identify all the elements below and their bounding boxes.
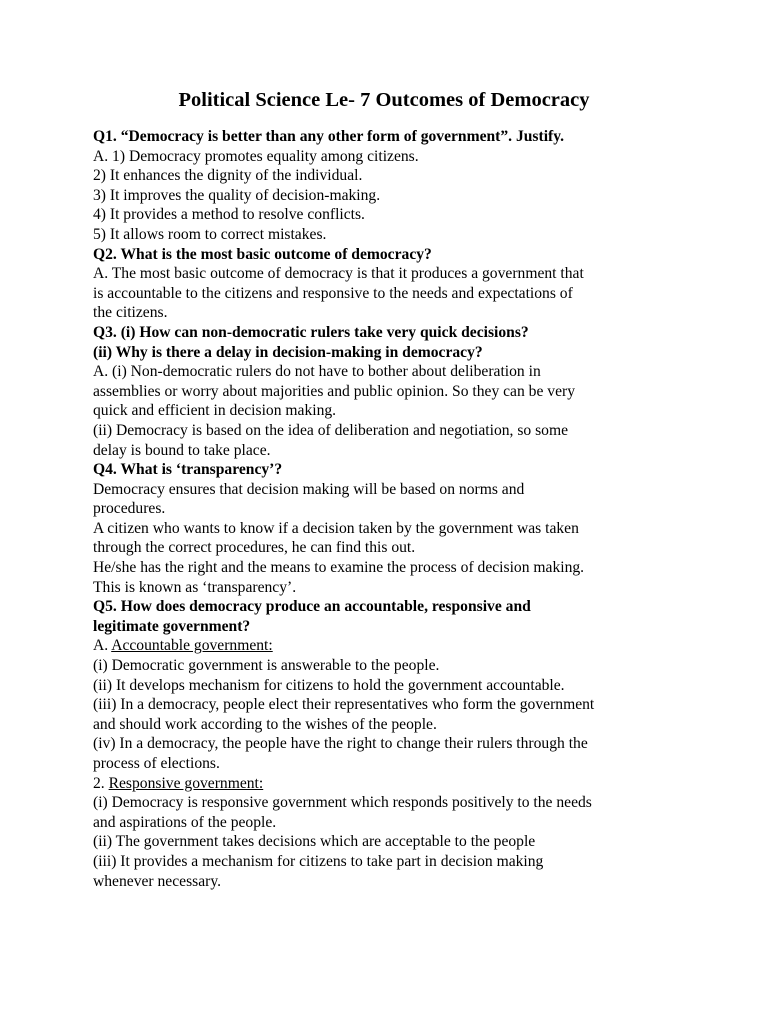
answer-1-line: A. 1) Democracy promotes equality among citizens. (93, 147, 419, 165)
responsive-line: (iii) It provides a mechanism for citizens to take part in decision making (93, 852, 544, 870)
question-5-line: Q5. How does democracy produce an accountable, responsive and (93, 598, 531, 616)
document-body (93, 127, 693, 891)
answer-3-line: (ii) Democracy is based on the idea of deliberation and negotiation, so some (93, 421, 569, 439)
section-responsive-heading-line (93, 774, 693, 794)
answer-1-line: 2) It enhances the dignity of the individual. (93, 167, 363, 185)
answer-3-line: delay is bound to take place. (93, 441, 271, 459)
accountable-line: (iv) In a democracy, the people have the right to change their rulers through the (93, 735, 588, 753)
answer-3-line: quick and efficient in decision making. (93, 402, 337, 420)
question-1: Q1. “Democracy is better than any other form of government”. Justify. (93, 128, 565, 145)
answer-2-line: A. The most basic outcome of democracy is that it produces a government that (93, 265, 584, 283)
question-3-part-ii: (ii) Why is there a delay in decision-making in democracy? (93, 343, 483, 361)
accountable-line: (iii) In a democracy, people elect their representatives who form the government (93, 696, 595, 714)
section-prefix: 2. (93, 774, 109, 792)
section-prefix: A. (93, 637, 112, 655)
answer-3-line: assemblies or worry about majorities and public opinion. So they can be very (93, 382, 575, 400)
responsive-line: whenever necessary. (93, 872, 222, 890)
responsive-line: (i) Democracy is responsive government which responds positively to the needs (93, 794, 592, 812)
responsive-line: (ii) The government takes decisions which are acceptable to the people (93, 833, 536, 851)
responsive-government-heading: Responsive government: (108, 774, 264, 792)
answer-3-line: A. (i) Non-democratic rulers do not have to bother about deliberation in (93, 363, 541, 381)
question-2: Q2. What is the most basic outcome of democracy? (93, 245, 432, 263)
answer-4-line: This is known as ‘transparency’. (93, 578, 297, 596)
answer-4-line: A citizen who wants to know if a decision taken by the government was taken (93, 519, 579, 537)
answer-4-line: through the correct procedures, he can find this out. (93, 539, 416, 557)
page-title: Political Science Le- 7 Outcomes of Democracy (178, 89, 590, 111)
accountable-line: process of elections. (93, 755, 220, 772)
section-accountable-heading-line (93, 636, 693, 656)
question-5-line: legitimate government? (93, 617, 251, 635)
responsive-line: and aspirations of the people. (93, 813, 277, 831)
accountable-line: and should work according to the wishes of the people. (93, 715, 437, 733)
answer-4-line: procedures. (93, 500, 166, 518)
answer-2-line: is accountable to the citizens and responsive to the needs and expectations of (93, 284, 573, 302)
answer-4-line: He/she has the right and the means to examine the process of decision making. (93, 559, 585, 577)
question-4: Q4. What is ‘transparency’? (93, 461, 283, 479)
accountable-line: (ii) It develops mechanism for citizens to hold the government accountable. (93, 676, 565, 694)
accountable-line: (i) Democratic government is answerable to the people. (93, 657, 440, 675)
answer-1-line: 4) It provides a method to resolve conflicts. (93, 206, 365, 224)
question-3-part-i: Q3. (i) How can non-democratic rulers take very quick decisions? (93, 323, 529, 341)
answer-1-line: 5) It allows room to correct mistakes. (93, 225, 327, 243)
accountable-government-heading: Accountable government: (111, 637, 273, 655)
answer-1-line: 3) It improves the quality of decision-making. (93, 186, 381, 204)
answer-2-line: the citizens. (93, 304, 168, 322)
answer-4-line: Democracy ensures that decision making will be based on norms and (93, 480, 525, 498)
